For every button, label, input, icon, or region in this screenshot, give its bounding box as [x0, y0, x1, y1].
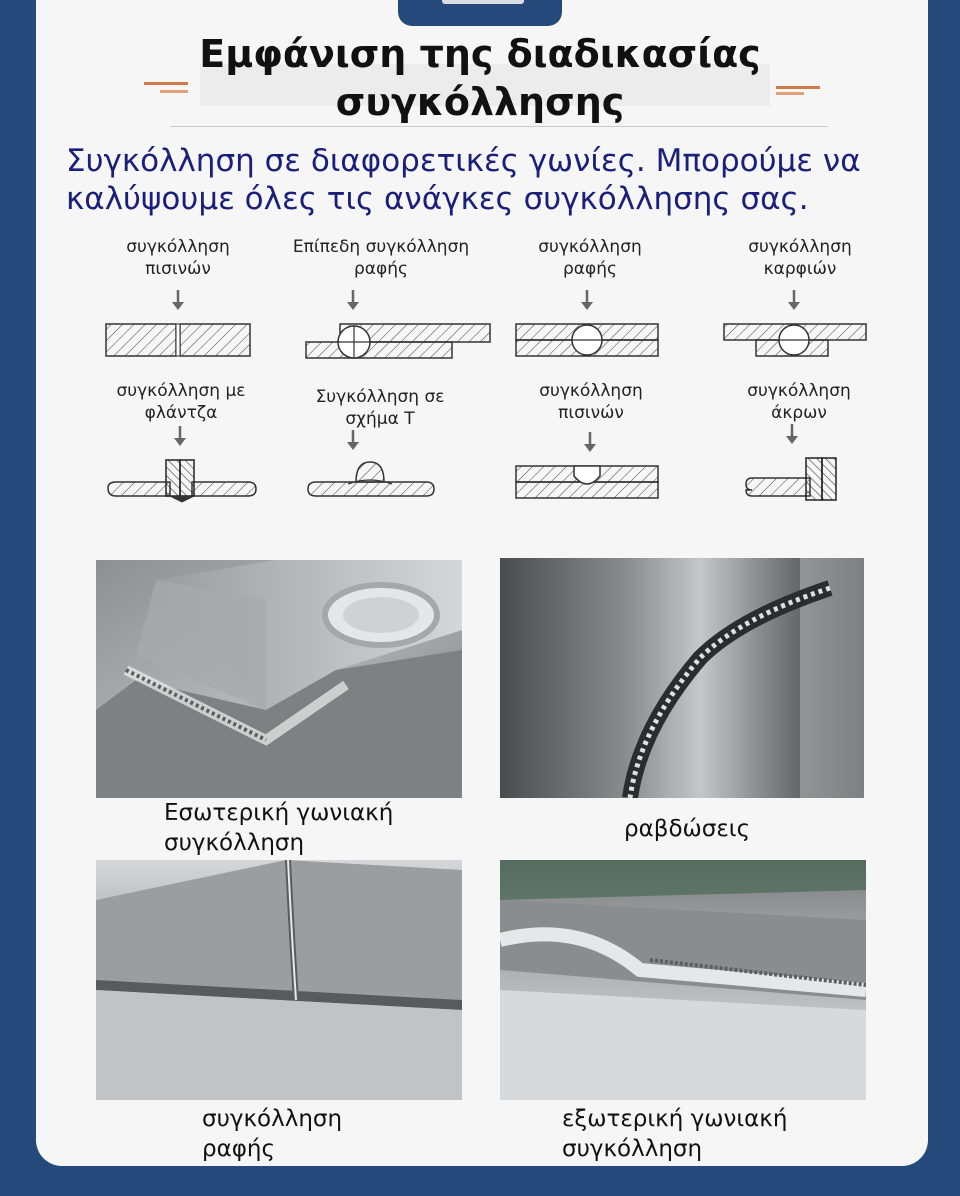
butt-joint-diagram	[104, 320, 252, 362]
flat-seam-diagram	[300, 318, 494, 360]
joint-label-edge: συγκόλληση άκρων	[747, 381, 851, 423]
page-title: Εμφάνιση της διαδικασίας συγκόλλησης	[199, 32, 761, 124]
inner-corner-weld-photo	[96, 560, 462, 798]
down-arrow-icon	[345, 430, 361, 452]
joint-label-butt: συγκόλληση πισινών	[126, 237, 230, 279]
down-arrow-icon	[579, 290, 595, 312]
joint-label-plug: συγκόλληση καρφιών	[748, 237, 852, 279]
photo-caption-seam: συγκόλληση ραφής	[202, 1106, 343, 1162]
subtitle: Συγκόλληση σε διαφορετικές γωνίες. Μπορούμε να καλύψουμε όλες τις ανάγκες συγκόλλησης σας.	[66, 143, 861, 217]
title-decoration-right	[776, 86, 820, 89]
notch-indicator	[442, 0, 524, 4]
down-arrow-icon	[582, 432, 598, 454]
edge-joint-diagram	[744, 454, 840, 504]
down-arrow-icon	[786, 290, 802, 312]
joint-label-t: Συγκόλληση σε σχήμα T	[315, 387, 445, 429]
t-joint-diagram	[304, 456, 438, 502]
title-divider	[170, 126, 828, 127]
weld-bead-pipe-photo	[500, 558, 864, 798]
seam-joint-diagram	[514, 322, 662, 360]
photo-caption-outer-corner: εξωτερική γωνιακή συγκόλληση	[562, 1106, 788, 1162]
flange-joint-diagram	[104, 456, 260, 504]
joint-label-flange: συγκόλληση με φλάντζα	[116, 381, 246, 423]
photo-caption-beads: ραβδώσεις	[624, 816, 751, 842]
seam-weld-photo	[96, 860, 462, 1100]
down-arrow-icon	[784, 424, 800, 446]
title-decoration-right-2	[776, 92, 804, 95]
down-arrow-icon	[172, 426, 188, 448]
down-arrow-icon	[170, 290, 186, 312]
outer-corner-weld-photo	[500, 860, 866, 1100]
joint-label-flat-seam: Επίπεδη συγκόλληση ραφής	[292, 237, 470, 279]
joint-label-seam: συγκόλληση ραφής	[538, 237, 642, 279]
photo-caption-inner-corner: Εσωτερική γωνιακή συγκόλληση	[164, 800, 394, 856]
down-arrow-icon	[345, 290, 361, 312]
plug-joint-diagram	[720, 320, 870, 360]
butt-joint-2-diagram	[514, 462, 662, 502]
joint-label-butt-2: συγκόλληση πισινών	[539, 381, 643, 423]
